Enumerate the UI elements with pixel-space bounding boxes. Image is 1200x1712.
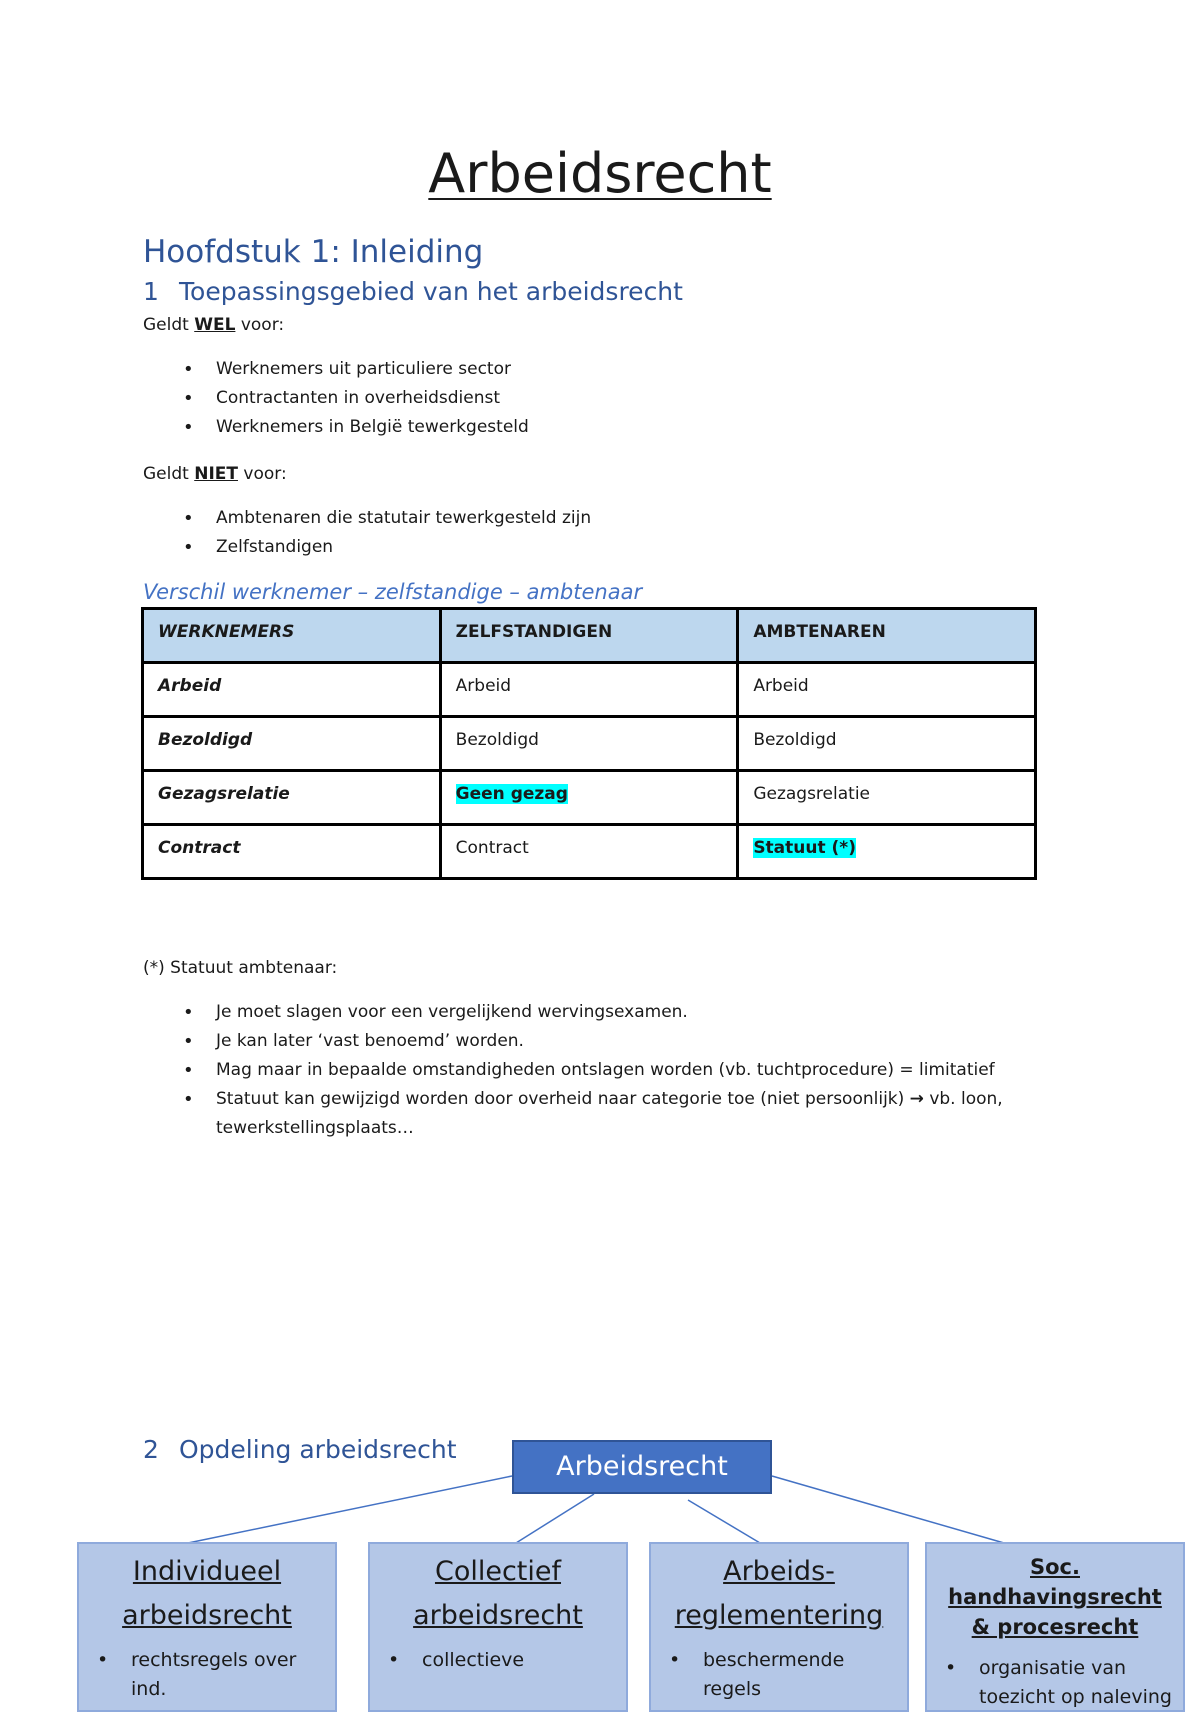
box-title-line: arbeidsrecht	[413, 1600, 583, 1631]
highlighted-text: Geen gezag	[455, 784, 568, 804]
niet-keyword: NIET	[194, 464, 238, 484]
box-title	[370, 1544, 626, 1638]
box-list	[651, 1646, 907, 1704]
box-title-line: Arbeids-	[723, 1556, 835, 1587]
section-1-title: Toepassingsgebied van het arbeidsrecht	[179, 277, 683, 306]
section-2-number: 2	[143, 1435, 159, 1464]
box-title	[927, 1544, 1183, 1642]
table-cell: Arbeid	[440, 663, 738, 717]
list-item: • Zelfstandigen	[143, 533, 1043, 562]
diagram-box-handhavingsrecht	[925, 1542, 1185, 1712]
box-list	[370, 1646, 626, 1675]
highlighted-text: Statuut (*)	[753, 838, 856, 858]
box-title-line: Collectief	[434, 1556, 562, 1587]
table-header-cell: ZELFSTANDIGEN	[440, 609, 738, 663]
wel-keyword: WEL	[194, 315, 236, 335]
diagram-box-individueel	[77, 1542, 337, 1712]
box-title-line: Individueel	[132, 1556, 282, 1587]
diagram-root-box: Arbeidsrecht	[512, 1440, 772, 1494]
box-title-line: & procesrecht	[971, 1615, 1139, 1639]
box-list	[79, 1646, 335, 1704]
list-item: • Werknemers uit particuliere sector	[143, 355, 1043, 384]
table-cell: Bezoldigd	[738, 717, 1036, 771]
list-item: • Je moet slagen voor een vergelijkend wervingsexamen.	[143, 998, 1083, 1027]
table-cell: Gezagsrelatie	[143, 771, 441, 825]
table-cell: Bezoldigd	[440, 717, 738, 771]
list-item: • Werknemers in België tewerkgesteld	[143, 413, 1043, 442]
table-cell: Contract	[143, 825, 441, 879]
box-title-line: arbeidsrecht	[122, 1600, 292, 1631]
statuut-intro: (*) Statuut ambtenaar:	[143, 958, 338, 978]
list-item: • organisatie van toezicht op naleving	[927, 1654, 1183, 1712]
diagram-box-arbeidsreglementering	[649, 1542, 909, 1712]
connector-line	[188, 1476, 512, 1543]
table-cell: Arbeid	[143, 663, 441, 717]
arrow-right-icon: →	[909, 1089, 924, 1109]
list-item: • beschermende regels	[651, 1646, 907, 1704]
comparison-subheading: Verschil werknemer – zelfstandige – ambtenaar	[143, 580, 643, 604]
list-item: • Je kan later ‘vast benoemd’ worden.	[143, 1027, 1083, 1056]
list-item: • Contractanten in overheidsdienst	[143, 384, 1043, 413]
table-cell: Gezagsrelatie	[738, 771, 1036, 825]
connector-line	[772, 1476, 1004, 1543]
chapter-heading: Hoofdstuk 1: Inleiding	[143, 234, 484, 270]
diagram-box-collectief	[368, 1542, 628, 1712]
table-header-cell: WERKNEMERS	[143, 609, 441, 663]
table-cell: Contract	[440, 825, 738, 879]
section-1-number: 1	[143, 277, 159, 306]
list-item: • Ambtenaren die statutair tewerkgesteld zijn	[143, 504, 1043, 533]
connector-line	[516, 1494, 594, 1543]
box-title-line: reglementering	[674, 1600, 884, 1631]
statuut-last-post: vb. loon, tewerkstellingsplaats…	[216, 1089, 1003, 1138]
wel-post: voor:	[235, 315, 285, 335]
wel-pre: Geldt	[143, 315, 195, 335]
box-title	[651, 1544, 907, 1638]
table-cell: Bezoldigd	[143, 717, 441, 771]
list-item: • rechtsregels over ind.	[79, 1646, 335, 1704]
box-title-line: Soc. handhavingsrecht	[948, 1555, 1162, 1609]
box-title	[79, 1544, 335, 1638]
statuut-last-pre: Statuut kan gewijzigd worden door overheid naar categorie toe (niet persoonlijk)	[216, 1089, 910, 1109]
section-2-title: Opdeling arbeidsrecht	[179, 1435, 457, 1464]
box-list	[927, 1654, 1183, 1712]
page-title: Arbeidsrecht	[428, 142, 772, 205]
connector-line	[688, 1500, 760, 1543]
list-item: • collectieve	[370, 1646, 626, 1675]
niet-post: voor:	[237, 464, 287, 484]
table-cell: Arbeid	[738, 663, 1036, 717]
list-item: • Mag maar in bepaalde omstandigheden ontslagen worden (vb. tuchtprocedure) = limitatief	[143, 1056, 1083, 1085]
table-header-cell: AMBTENAREN	[738, 609, 1036, 663]
niet-pre: Geldt	[143, 464, 195, 484]
